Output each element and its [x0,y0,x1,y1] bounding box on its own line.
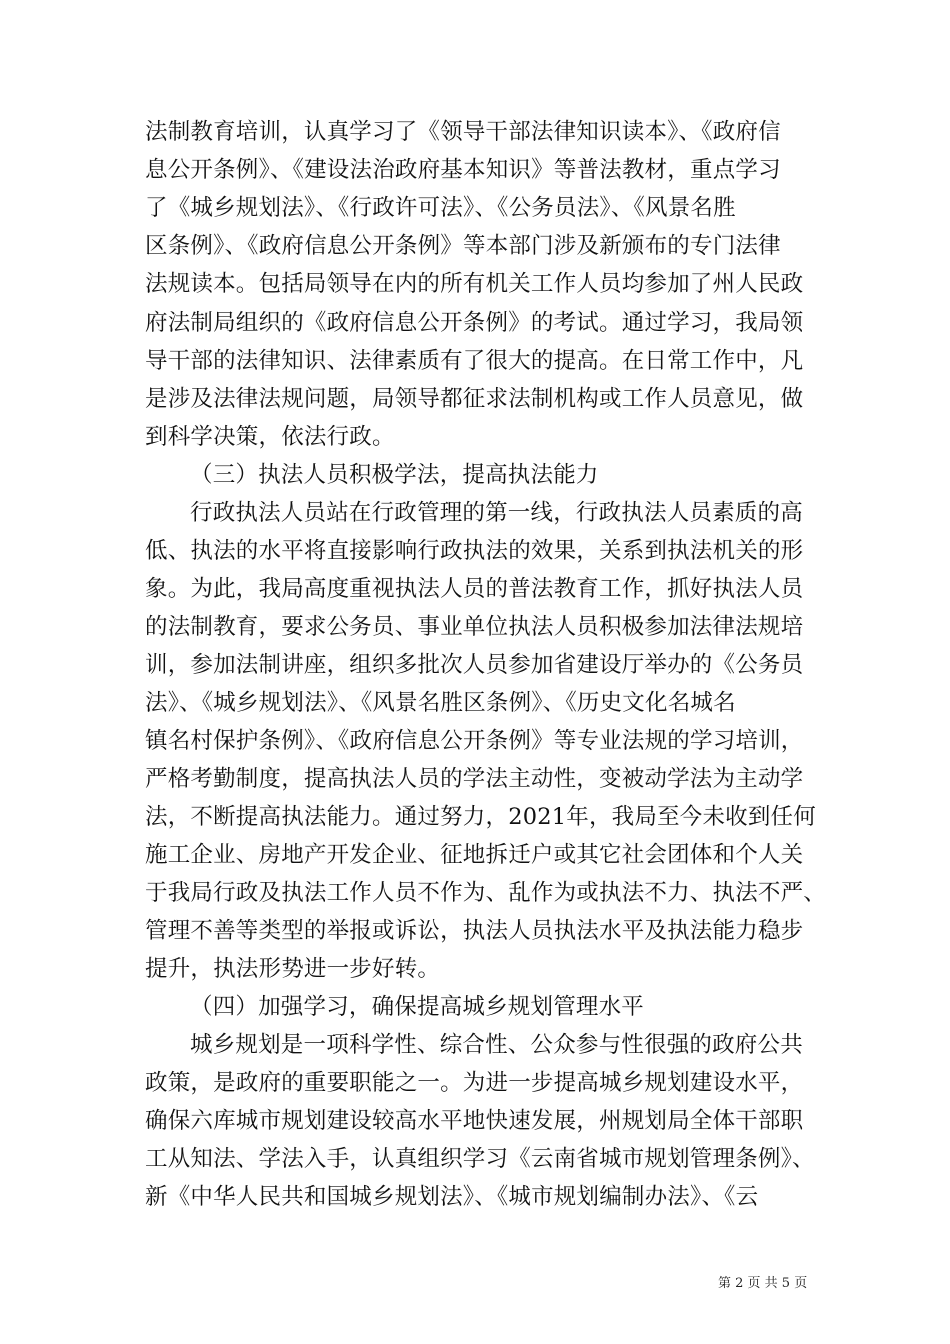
text-line: 管理不善等类型的举报或诉讼，执法人员执法水平及执法能力稳步 [145,918,804,944]
text-line: 法》、《城乡规划法》、《风景名胜区条例》、《历史文化名城名 [145,690,736,716]
section-heading-3: （三）执法人员积极学法，提高执法能力 [190,462,599,488]
text-line: 息公开条例》、《建设法治政府基本知识》等普法教材，重点学习 [145,157,781,183]
text-line: 的法制教育，要求公务员、事业单位执法人员积极参加法律法规培 [145,614,804,640]
text-line: 到科学决策，依法行政。 [145,424,395,450]
text-line: 了《城乡规划法》、《行政许可法》、《公务员法》、《风景名胜 [145,195,736,221]
text-line: 法规读本。包括局领导在内的所有机关工作人员均参加了州人民政 [145,271,804,297]
text-line: 府法制局组织的《政府信息公开条例》的考试。通过学习，我局领 [145,310,804,336]
text-line: 区条例》、《政府信息公开条例》等本部门涉及新颁布的专门法律 [145,233,781,259]
text-line: 严格考勤制度，提高执法人员的学法主动性，变被动学法为主动学 [145,766,804,792]
text-line: 城乡规划是一项科学性、综合性、公众参与性很强的政府公共 [190,1032,803,1058]
text-line: 镇名村保护条例》、《政府信息公开条例》等专业法规的学习培训， [145,728,804,754]
text-line: 导干部的法律知识、法律素质有了很大的提高。在日常工作中，凡 [145,348,804,374]
text-line: 是涉及法律法规问题，局领导都征求法制机构或工作人员意见，做 [145,386,804,412]
text-line: 法，不断提高执法能力。通过努力，2021年，我局至今未收到任何 [145,804,816,830]
text-line: 行政执法人员站在行政管理的第一线，行政执法人员素质的高 [190,500,803,526]
text-line: 施工企业、房地产开发企业、征地拆迁户或其它社会团体和个人关 [145,842,804,868]
text-line: 新《中华人民共和国城乡规划法》、《城市规划编制办法》、《云 [145,1184,759,1210]
text-line: 政策，是政府的重要职能之一。为进一步提高城乡规划建设水平， [145,1070,804,1096]
text-line: 于我局行政及执法工作人员不作为、乱作为或执法不力、执法不严、 [145,880,827,906]
text-line: 提升，执法形势进一步好转。 [145,956,441,982]
text-line: 法制教育培训，认真学习了《领导干部法律知识读本》、《政府信 [145,119,781,145]
text-line: 训，参加法制讲座，组织多批次人员参加省建设厅举办的《公务员 [145,652,804,678]
text-line: 象。为此，我局高度重视执法人员的普法教育工作，抓好执法人员 [145,576,804,602]
text-line: 工从知法、学法入手，认真组织学习《云南省城市规划管理条例》、 [145,1146,815,1172]
section-heading-4: （四）加强学习，确保提高城乡规划管理水平 [190,994,645,1020]
text-line: 低、执法的水平将直接影响行政执法的效果，关系到执法机关的形 [145,538,804,564]
page-number: 第 2 页 共 5 页 [718,1276,808,1291]
text-line: 确保六库城市规划建设较高水平地快速发展，州规划局全体干部职 [145,1108,804,1134]
